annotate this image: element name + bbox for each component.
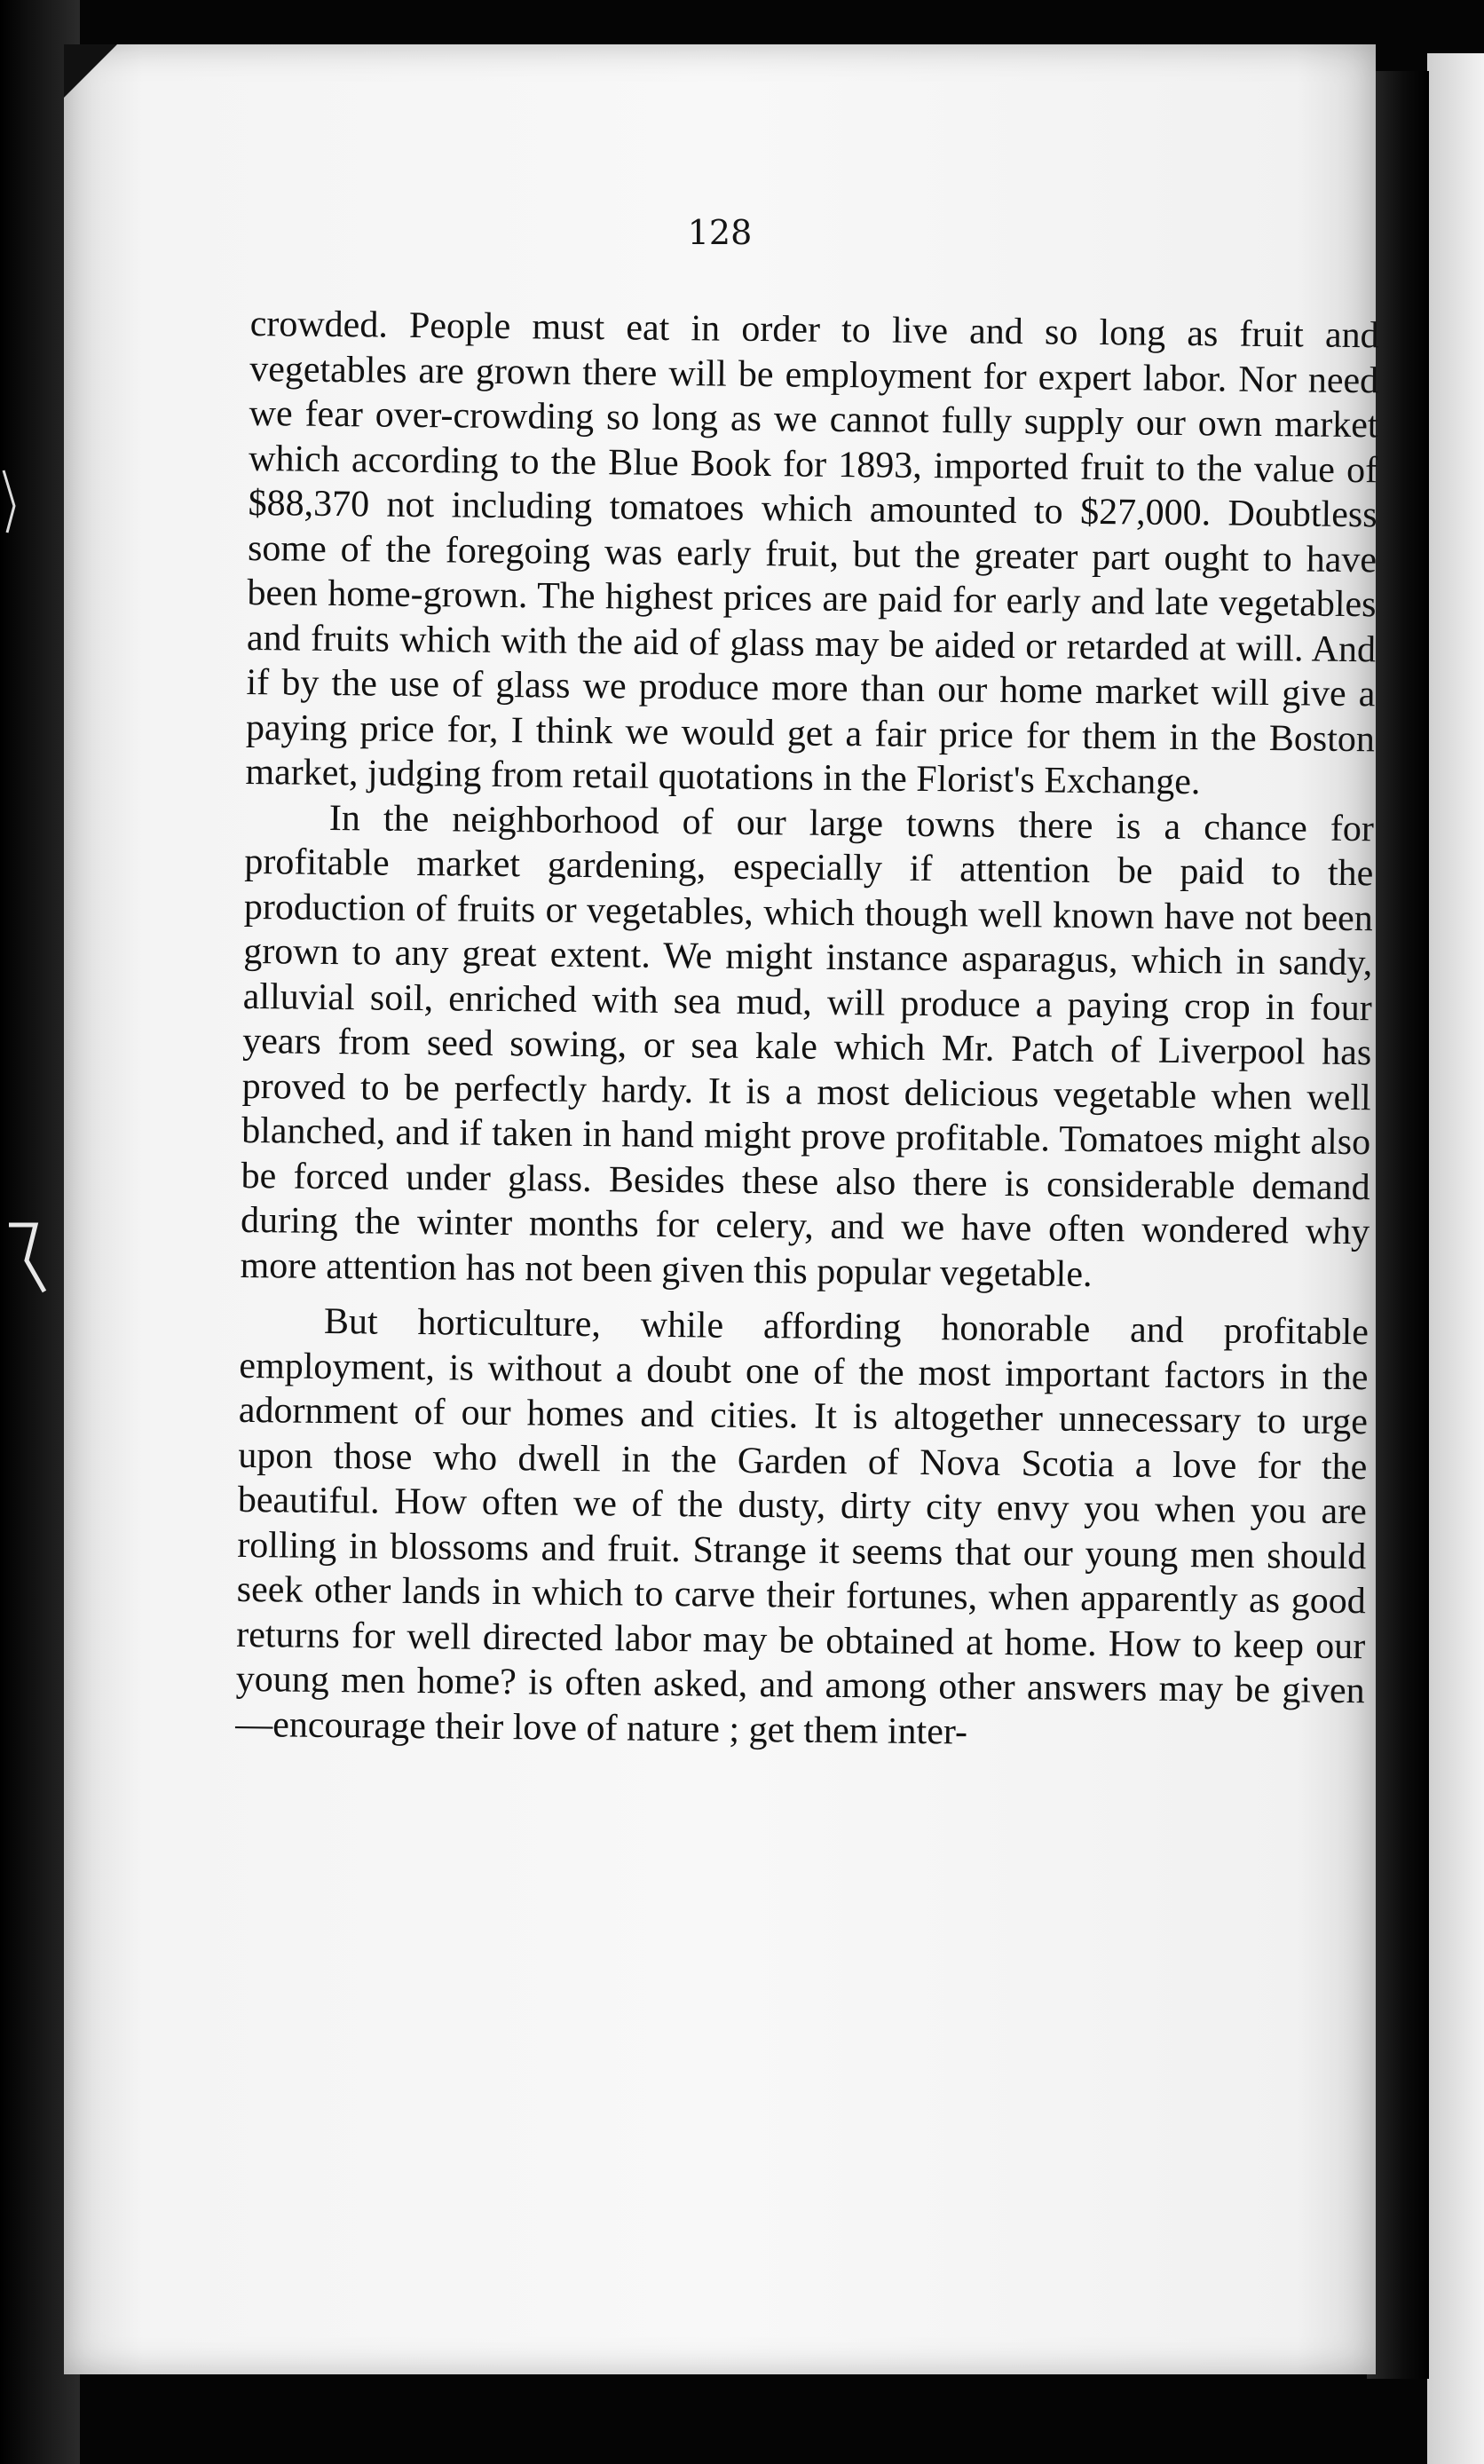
book-page: [64, 44, 1379, 2374]
page-corner: [64, 44, 117, 98]
body-text: [235, 302, 1379, 1758]
paragraph-1: crowded. People must eat in order to live and so long as fruit and vegetables are grown there will be employment for expert labor. Nor need we fear over-crowding so long as we cannot fully supply our own market which according to the Blue Book for 1893, imported fruit to the value of $88,370 not including tomatoes which amounted to $27,000. Doubtless some of the foregoing was early fruit, but the greater part ought to have been home-grown. The highest prices are paid for early and late vegetables and fruits which with the aid of glass may be aided or retarded at will. And if by the use of glass we produce more than our home market will give a paying price for, I think we would get a fair price for them in the Boston market, judging from retail quotations in the Florist's Exchange.: [245, 303, 1379, 803]
paragraph-2: In the neighborhood of our large towns there is a chance for profitable market gardening, especially if attention be paid to the production of fruits or vegetables, which though well known have not been grown to any great extent. We might instance asparagus, which in sandy, alluvial soil, enriched with sea mud, will produce a paying crop in four years from seed sowing, or sea kale which Mr. Patch of Liverpool has proved to be perfectly hardy. It is a most delicious vegetable when well blanched, and if taken in hand might prove profitable. Tomatoes might also be forced under glass. Besides these also there is considerable demand during the winter months for celery, and we have often wondered why more attention has not been given this popular vegetable.: [240, 797, 1375, 1295]
adjacent-page-edge: [1427, 53, 1484, 2464]
margin-tick-mark: [0, 462, 27, 541]
paragraph-3: But horticulture, while affording honorable and profitable employment, is without a doubt one of the most important factors in the adornment of our homes and cities. It is altogether unnecessary to urge upon those who dwell in the Garden of Nova Scotia a love for the beautiful. How often we of the dusty, dirty city envy you when you are rolling in blossoms and fruit. Strange it seems that our young men should seek other lands in which to carve their fortunes, when apparently as good returns for well directed labor may be obtained at home. How to keep our young men home? is often asked, and among other answers may be given—encourage their love of nature ; get them inter-: [234, 1300, 1370, 1753]
margin-scratch-mark: [0, 1207, 53, 1314]
page-number: 128: [687, 213, 753, 252]
